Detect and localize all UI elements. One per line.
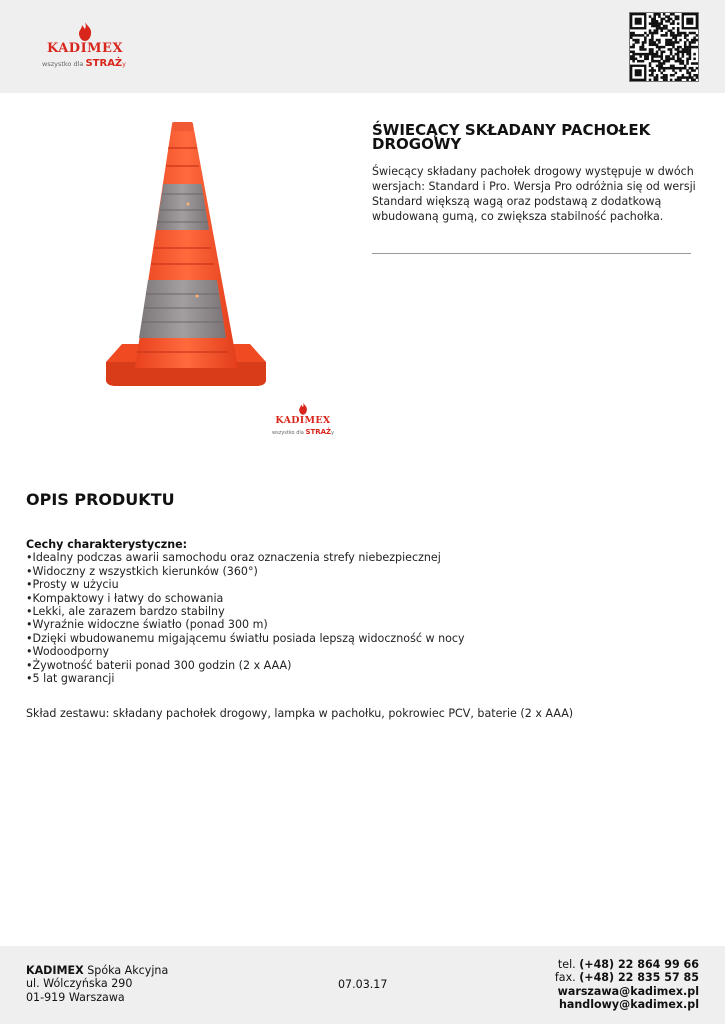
company-city: 01-919 Warszawa — [26, 990, 125, 1004]
logo-slogan-prefix: wszystko dla — [42, 60, 84, 68]
feature-item: • Idealny podczas awarii samochodu oraz oznaczenia strefy niebezpiecznej — [26, 551, 706, 564]
company-line — [26, 964, 168, 977]
feature-item: • Widoczny z wszystkich kierunków (360°) — [26, 565, 706, 578]
product-title: ŚWIECĄCY SKŁADANY PACHOŁEK DROGOWY — [372, 121, 651, 153]
watermark-logo — [258, 402, 348, 438]
features-heading: Cechy charakterystyczne: — [26, 538, 188, 551]
company-name: KADIMEX — [26, 964, 84, 977]
fax-number[interactable]: (+48) 22 835 57 85 — [579, 971, 699, 985]
product-intro: Świecący składany pachołek drogowy występuje w dwóch wersjach: Standard i Pro. Wersja Pro odróżnia się od wersji Standard większą wagą oraz podstawą z dodatkową wbudowaną gumą, co zwiększa stabilność pachołka. — [372, 165, 696, 223]
watermark-slogan-prefix: wszystko dla — [272, 430, 304, 436]
phone-number[interactable]: (+48) 22 864 99 66 — [579, 958, 699, 971]
feature-item: • Wodoodporny — [26, 645, 706, 658]
kit-contents: Skład zestawu: składany pachołek drogowy, lampka w pachołku, pokrowiec PCV, baterie (2 x AAA) — [26, 707, 574, 720]
fax-label: fax. — [554, 971, 580, 985]
company-street: ul. Wólczyńska 290 — [26, 977, 133, 991]
company-address — [26, 964, 168, 1004]
feature-item: • Żywotność baterii ponad 300 godzin (2 x AAA) — [26, 659, 706, 672]
flame-icon — [296, 402, 310, 416]
page-header — [0, 0, 725, 93]
phone-label: tel. — [557, 958, 580, 971]
logo-brand: KADIMEX — [46, 41, 124, 56]
feature-item: • Kompaktowy i łatwy do schowania — [26, 592, 706, 605]
logo-slogan — [42, 58, 126, 69]
flame-icon — [74, 22, 96, 42]
feature-item: • Wyraźnie widoczne światło (ponad 300 m) — [26, 618, 706, 631]
document-date: 07.03.17 — [338, 978, 388, 991]
feature-item: • Prosty w użyciu — [26, 578, 706, 591]
watermark-brand: KADIMEX — [275, 415, 331, 426]
features-list — [26, 551, 706, 685]
qr-code-graphic — [630, 13, 698, 81]
feature-item: • Lekki, ale zarazem bardzo stabilny — [26, 605, 706, 618]
company-type: Spóka Akcyjna — [83, 964, 169, 977]
fax-line — [555, 971, 699, 984]
watermark-slogan — [272, 428, 334, 436]
logo-slogan-strong: STRAŻ — [85, 58, 123, 69]
qr-code-icon[interactable] — [629, 12, 699, 82]
watermark-slogan-suffix: y — [331, 430, 335, 436]
divider — [372, 253, 691, 254]
phone-line — [555, 958, 699, 971]
email-warszawa-link[interactable]: warszawa@kadimex.pl — [557, 984, 699, 998]
features-block — [26, 538, 706, 685]
contact-block — [555, 958, 699, 1012]
email-handlowy-link[interactable]: handlowy@kadimex.pl — [558, 998, 699, 1012]
feature-item: • Dzięki wbudowanemu migającemu światłu posiada lepszą widoczność w nocy — [26, 632, 706, 645]
watermark-slogan-strong: STRAŻ — [305, 428, 332, 436]
feature-item: • 5 lat gwarancji — [26, 672, 706, 685]
kadimex-logo[interactable] — [26, 22, 146, 72]
logo-slogan-suffix: y — [122, 61, 126, 68]
page-footer — [0, 946, 725, 1024]
traffic-cone-image — [100, 118, 350, 440]
section-title: OPIS PRODUKTU — [26, 490, 175, 509]
